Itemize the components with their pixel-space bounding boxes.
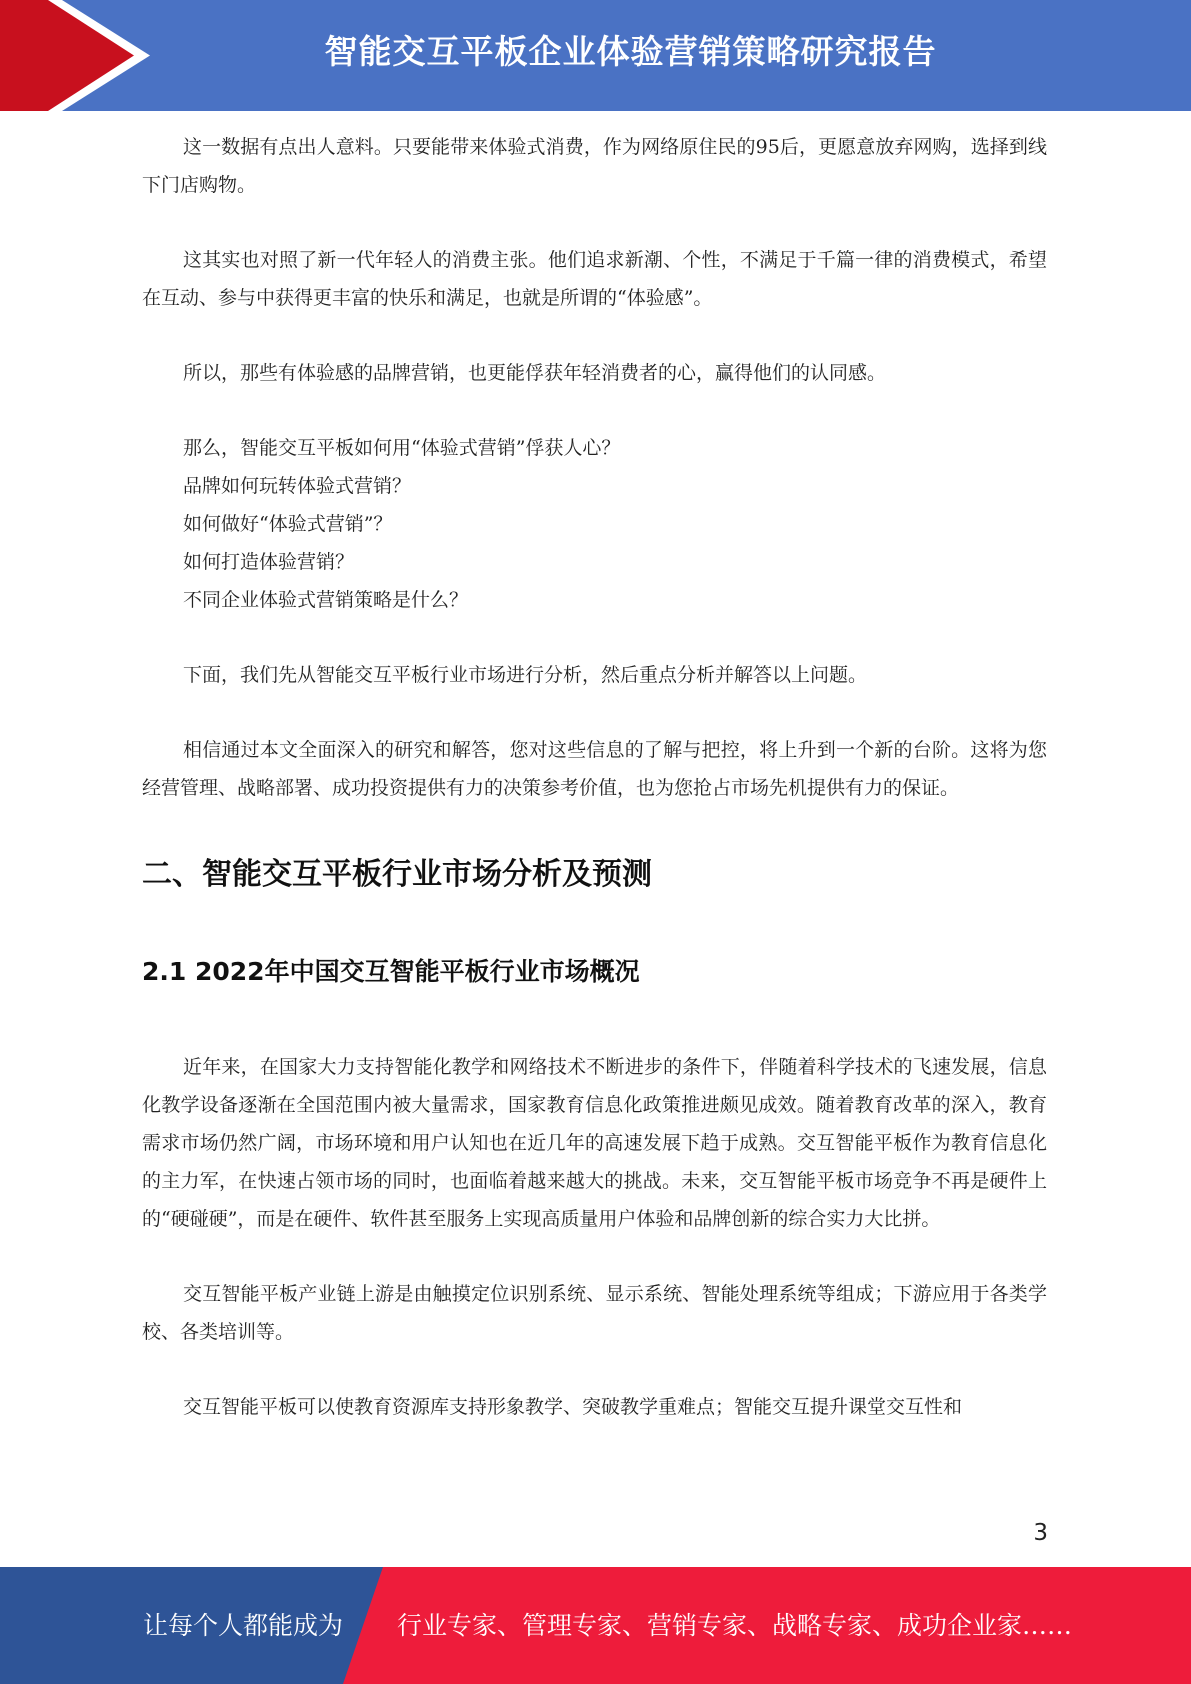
question-item: 不同企业体验式营销策略是什么？ [183, 589, 469, 611]
report-title: 智能交互平板企业体验营销策略研究报告 [324, 32, 937, 71]
section-paragraph-3: 交互智能平板可以使教育资源库支持形象教学、突破教学重难点；智能交互提升课堂交互性和 [183, 1396, 963, 1418]
intro-paragraph-1: 这一数据有点出人意料。只要能带来体验式消费，作为网络原住民的95后，更愿意放弃网购，选择到线下门店购物。 [142, 136, 1047, 196]
section-paragraph-1: 近年来，在国家大力支持智能化教学和网络技术不断进步的条件下，伴随着科学技术的飞速发展，信息化教学设备逐渐在全国范围内被大量需求，国家教育信息化政策推进颇见成效。随着教育改革的深入，教育需求市场仍然广阔，市场环境和用户认知也在近几年的高速发展下趋于成熟。交互智能平板作为教育信息化的主力军，在快速占领市场的同时，也面临着越来越大的挑战。未来，交互智能平板市场竞争不再是硬件上的“硬碰硬”，而是在硬件、软件甚至服务上实现高质量用户体验和品牌创新的综合实力大比拼。 [142, 1056, 1047, 1230]
question-item: 如何打造体验营销？ [183, 551, 355, 573]
question-item: 那么，智能交互平板如何用“体验式营销”俘获人心？ [183, 437, 621, 459]
question-item: 如何做好“体验式营销”？ [183, 513, 393, 535]
intro-paragraph-3: 所以，那些有体验感的品牌营销，也更能俘获年轻消费者的心，赢得他们的认同感。 [183, 362, 887, 384]
middle-paragraph-1: 下面，我们先从智能交互平板行业市场进行分析，然后重点分析并解答以上问题。 [183, 664, 868, 686]
question-item: 品牌如何玩转体验式营销？ [183, 475, 412, 497]
header-chevron-icon [0, 0, 150, 111]
middle-paragraph-2: 相信通过本文全面深入的研究和解答，您对这些信息的了解与把控，将上升到一个新的台阶。这将为您经营管理、战略部署、成功投资提供有力的决策参考价值，也为您抢占市场先机提供有力的保证。 [142, 739, 1047, 799]
footer-slogan-right: 行业专家、管理专家、营销专家、战略专家、成功企业家…… [397, 1611, 1073, 1640]
section-paragraph-2: 交互智能平板产业链上游是由触摸定位识别系统、显示系统、智能处理系统等组成；下游应用于各类学校、各类培训等。 [142, 1283, 1047, 1343]
subsection-heading: 2.1 2022年中国交互智能平板行业市场概况 [142, 957, 640, 986]
question-list [142, 429, 1047, 619]
section-heading: 二、智能交互平板行业市场分析及预测 [142, 857, 652, 892]
page-header [0, 0, 1191, 111]
page-number: 3 [1033, 1520, 1048, 1546]
page-content [142, 128, 1047, 1426]
intro-paragraph-2: 这其实也对照了新一代年轻人的消费主张。他们追求新潮、个性，不满足于千篇一律的消费模式，希望在互动、参与中获得更丰富的快乐和满足，也就是所谓的“体验感”。 [142, 249, 1047, 309]
footer-slogan-left: 让每个人都能成为 [143, 1611, 344, 1640]
page-footer [0, 1567, 1191, 1684]
